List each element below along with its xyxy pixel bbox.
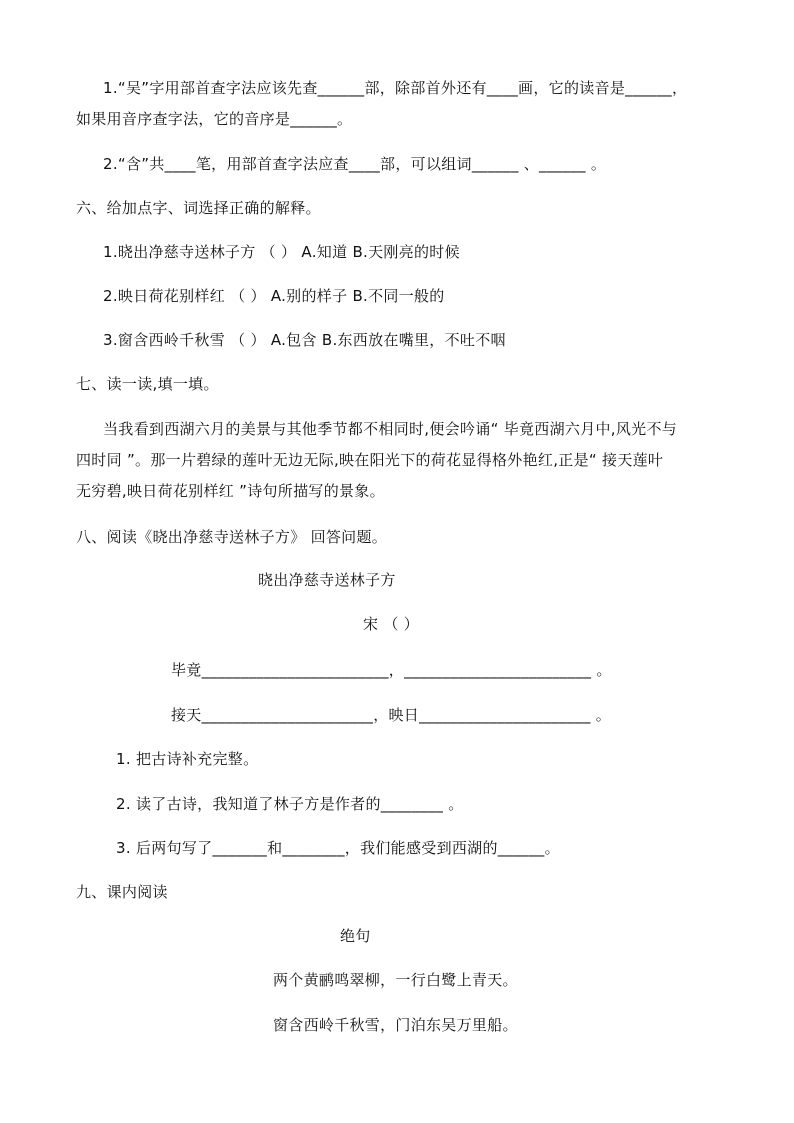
section-9-heading: 九、课内阅读 — [76, 883, 168, 901]
section-6-item-1: 1.晓出净慈寺送林子方 （ ） A.知道 B.天刚亮的时候 — [103, 243, 460, 261]
section-7-paragraph-line-3: 无穷碧,映日荷花别样红 ”诗句所描写的景象。 — [76, 482, 385, 500]
section-6-item-2: 2.映日荷花别样红 （ ） A.别的样子 B.不同一般的 — [103, 287, 445, 305]
section-7-paragraph-line-2: 四时同 ”。那一片碧绿的莲叶无边无际,映在阳光下的荷花显得格外艳红,正是“ 接天莲叶 — [76, 451, 664, 469]
section-8-poem-line-2: 接天______________________，映日______________________ 。 — [171, 706, 612, 724]
section-6-item-3: 3.窗含西岭千秋雪 （ ） A.包含 B.东西放在嘴里，不吐不咽 — [103, 331, 506, 349]
section-5-question-1-line-2: 如果用音序查字法，它的音序是______。 — [76, 110, 353, 128]
section-8-question-1: 1. 把古诗补充完整。 — [116, 750, 259, 768]
section-5-question-1-line-1: 1.“吴”字用部首查字法应该先查______部，除部首外还有____画，它的读音是______， — [103, 79, 688, 97]
section-7-paragraph-line-1: 当我看到西湖六月的美景与其他季节都不相同时,便会吟诵“ 毕竟西湖六月中,风光不与 — [103, 420, 678, 438]
section-6-heading: 六、给加点字、词选择正确的解释。 — [76, 199, 321, 217]
section-9-poem-line-2: 窗含西岭千秋雪，门泊东吴万里船。 — [273, 1016, 518, 1034]
section-8-question-2: 2. 读了古诗，我知道了林子方是作者的________ 。 — [116, 795, 464, 813]
section-7-heading: 七、读一读,填一填。 — [76, 375, 219, 393]
section-8-heading: 八、阅读《晓出净慈寺送林子方》 回答问题。 — [76, 528, 388, 546]
section-9-poem-line-1: 两个黄鹂鸣翠柳，一行白鹭上青天。 — [273, 971, 518, 989]
section-5-question-2: 2.“含”共____笔，用部首查字法应查____部，可以组词______ 、______ 。 — [103, 155, 607, 173]
section-9-poem-title: 绝句 — [340, 927, 371, 945]
section-8-question-3: 3. 后两句写了_______和________，我们能感受到西湖的______。 — [116, 839, 560, 857]
section-8-poem-title: 晓出净慈寺送林子方 — [258, 571, 396, 589]
section-8-poem-line-1: 毕竟________________________，________________________ 。 — [171, 661, 612, 679]
section-8-poem-author: 宋 （ ） — [363, 615, 420, 633]
